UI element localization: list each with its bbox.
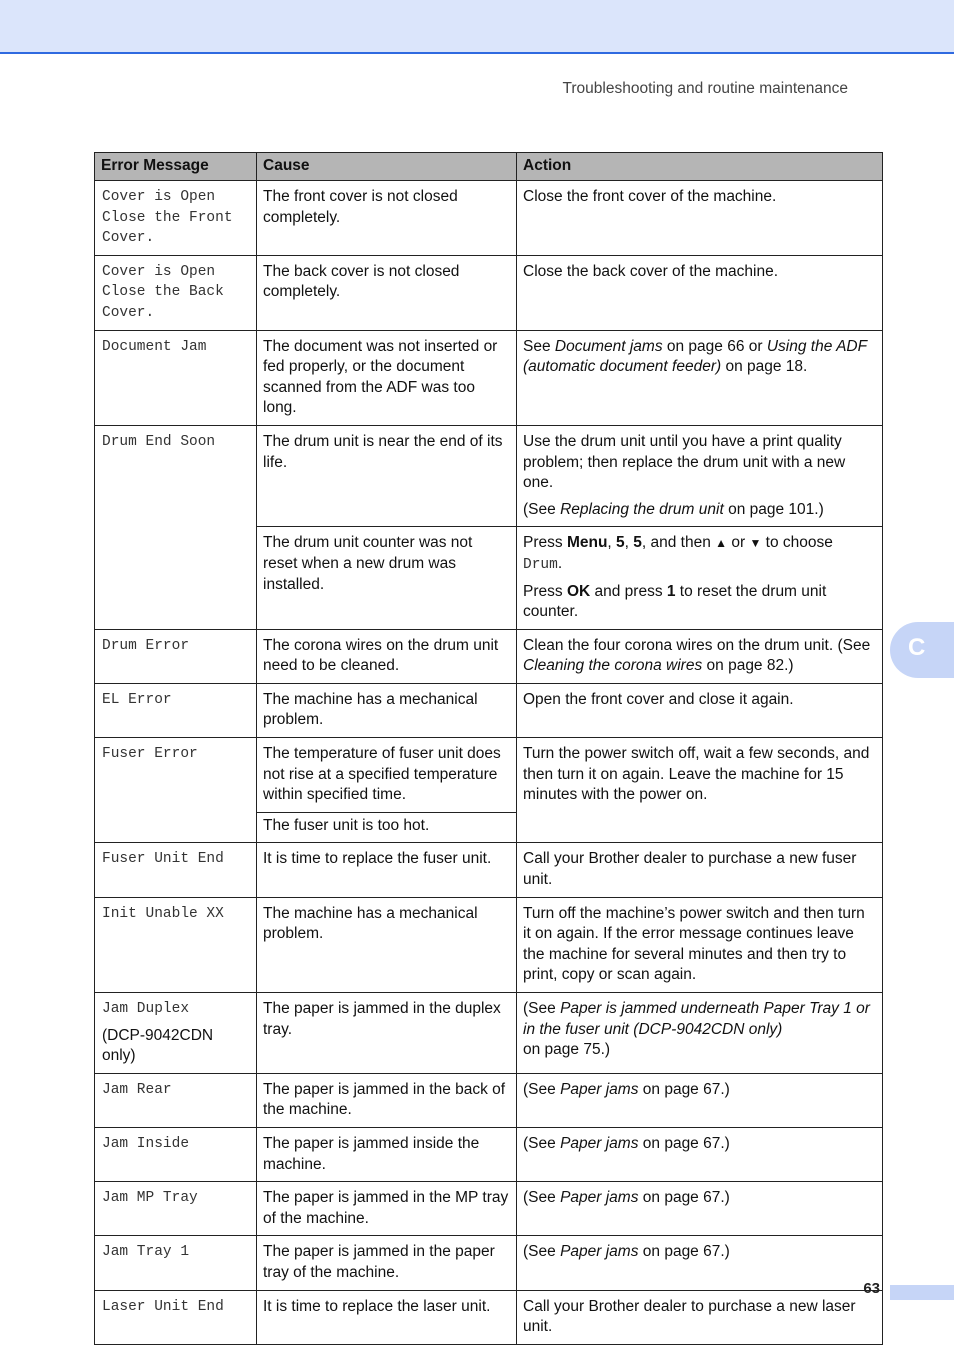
cause: The paper is jammed in the paper tray of the machine.	[257, 1236, 517, 1290]
error-message-text: Cover is Open Close the Front Cover.	[102, 189, 233, 247]
action-text: on page 67.)	[638, 1134, 730, 1152]
column-header-error-message: Error Message	[95, 153, 257, 181]
action	[517, 1182, 883, 1236]
model-note: (DCP-9042CDN only)	[102, 1026, 214, 1065]
table-row	[95, 738, 883, 813]
action: Close the back cover of the machine.	[517, 255, 883, 330]
error-message: Jam MP Tray	[95, 1182, 257, 1236]
action-text: to reset the drum unit counter.	[523, 582, 827, 621]
error-message-text: Jam Duplex	[102, 1001, 190, 1017]
action-text: (See	[523, 1000, 561, 1017]
action-text: See	[523, 337, 555, 355]
table-row	[95, 1127, 883, 1181]
key-5: 5	[616, 534, 625, 552]
action-text: on page 66 or	[662, 337, 767, 355]
action-text: Press	[523, 534, 567, 552]
action-text: (See	[523, 1243, 561, 1261]
table-row	[95, 255, 883, 330]
action: Open the front cover and close it again.	[517, 683, 883, 737]
cause: The paper is jammed inside the machine.	[257, 1127, 517, 1181]
replacing-drum-reference[interactable]: Replacing the drum unit	[560, 500, 724, 518]
table-row	[95, 1236, 883, 1290]
table-row	[95, 993, 883, 1074]
action-text: to choose	[761, 534, 833, 552]
action	[517, 993, 883, 1074]
key-5: 5	[633, 534, 642, 552]
paper-jams-reference[interactable]: Paper jams	[560, 1189, 639, 1207]
action-text: and press	[590, 582, 667, 600]
action: Call your Brother dealer to purchase a new laser unit.	[517, 1290, 883, 1344]
action	[517, 330, 883, 425]
drum-option: Drum	[523, 556, 558, 573]
cause: The paper is jammed in the back of the machine.	[257, 1073, 517, 1127]
action-text: (See	[523, 500, 561, 518]
action-text: on page 75.)	[523, 1041, 611, 1059]
action-text: Press	[523, 582, 567, 600]
cause: It is time to replace the laser unit.	[257, 1290, 517, 1344]
page-number-bar	[890, 1285, 954, 1300]
paper-jams-reference[interactable]: Paper jams	[560, 1134, 639, 1152]
paper-jams-reference[interactable]: Paper jams	[560, 1080, 639, 1098]
error-message: Fuser Error	[95, 738, 257, 843]
action	[517, 1073, 883, 1127]
action-text: on page 101.)	[723, 500, 824, 518]
table-header-row	[95, 153, 883, 181]
cause: The machine has a mechanical problem.	[257, 897, 517, 992]
down-arrow-icon: ▼	[749, 536, 762, 551]
action: Call your Brother dealer to purchase a new fuser unit.	[517, 843, 883, 897]
error-message: Document Jam	[95, 330, 257, 425]
table-row	[95, 425, 883, 526]
up-arrow-icon: ▲	[715, 536, 728, 551]
cause: The temperature of fuser unit does not rise at a specified temperature within specified time.	[257, 738, 517, 813]
key-1: 1	[666, 582, 676, 600]
running-header: Troubleshooting and routine maintenance	[562, 80, 848, 97]
action	[517, 425, 883, 526]
action	[517, 629, 883, 683]
cause: The corona wires on the drum unit need to be cleaned.	[257, 629, 517, 683]
page-number: 63	[863, 1280, 880, 1297]
error-message: EL Error	[95, 683, 257, 737]
action-text: on page 67.)	[638, 1080, 730, 1098]
table-row	[95, 843, 883, 897]
paper-jams-reference[interactable]: Paper jams	[560, 1243, 639, 1261]
using-adf-reference[interactable]: Using the ADF (automatic document feeder)	[523, 337, 867, 376]
table-row	[95, 629, 883, 683]
action-text: (See	[523, 1134, 561, 1152]
action-text: Use the drum unit until you have a print quality problem; then replace the drum unit with a new one.	[523, 432, 846, 492]
error-message	[95, 181, 257, 256]
cause: The document was not inserted or fed properly, or the document scanned from the ADF was too long.	[257, 330, 517, 425]
cleaning-corona-reference[interactable]: Cleaning the corona wires	[523, 657, 703, 675]
action-text: .	[557, 554, 563, 572]
error-message: Drum End Soon	[95, 425, 257, 629]
cause: The machine has a mechanical problem.	[257, 683, 517, 737]
error-message-text: Cover is Open Close the Back Cover.	[102, 263, 224, 321]
error-message: Drum Error	[95, 629, 257, 683]
action: Turn the power switch off, wait a few seconds, and then turn it on again. Leave the machine for 15 minutes with the power on.	[517, 738, 883, 843]
chapter-tab[interactable]	[890, 622, 954, 678]
action	[517, 527, 883, 629]
action-text: (See	[523, 1080, 561, 1098]
error-message	[95, 993, 257, 1074]
cause: The fuser unit is too hot.	[257, 812, 517, 843]
cause: The front cover is not closed completely.	[257, 181, 517, 256]
cause: It is time to replace the fuser unit.	[257, 843, 517, 897]
top-header-band	[0, 0, 954, 54]
action: Close the front cover of the machine.	[517, 181, 883, 256]
table-row	[95, 330, 883, 425]
error-message: Jam Tray 1	[95, 1236, 257, 1290]
error-message-table	[94, 152, 883, 1345]
action-text: on page 82.)	[702, 657, 794, 675]
error-message: Jam Inside	[95, 1127, 257, 1181]
cause: The drum unit counter was not reset when a new drum was installed.	[257, 527, 517, 629]
error-message: Laser Unit End	[95, 1290, 257, 1344]
error-message: Fuser Unit End	[95, 843, 257, 897]
action-text: or	[727, 534, 750, 552]
action-text: on page 67.)	[638, 1243, 730, 1261]
action-text: on page 18.	[721, 358, 808, 376]
action-text: ,	[607, 534, 617, 552]
error-message: Jam Rear	[95, 1073, 257, 1127]
table-row	[95, 1073, 883, 1127]
action-text: Clean the four corona wires on the drum unit. (See	[523, 636, 871, 654]
table-row	[95, 1182, 883, 1236]
action: Turn off the machine’s power switch and then turn it on again. If the error message continues leave the machine for several minutes and then try to print, copy or scan again.	[517, 897, 883, 992]
action-text: (See	[523, 1189, 561, 1207]
ok-key: OK	[566, 582, 591, 600]
paper-jammed-underneath-reference[interactable]: Paper is jammed underneath Paper Tray 1 or in the fuser unit (DCP-9042CDN only)	[523, 1000, 870, 1038]
action-text: ,	[624, 534, 634, 552]
error-message	[95, 255, 257, 330]
table-row	[95, 1290, 883, 1344]
column-header-action: Action	[517, 153, 883, 181]
action	[517, 1127, 883, 1181]
table-row	[95, 897, 883, 992]
action-text: , and then	[641, 534, 716, 552]
action	[517, 1236, 883, 1290]
table-row	[95, 181, 883, 256]
cause: The back cover is not closed completely.	[257, 255, 517, 330]
table-row	[95, 683, 883, 737]
error-message: Init Unable XX	[95, 897, 257, 992]
menu-key: Menu	[566, 534, 608, 552]
cause: The drum unit is near the end of its life.	[257, 425, 517, 526]
action-text: on page 67.)	[638, 1189, 730, 1207]
chapter-tab-letter: C	[908, 634, 926, 661]
column-header-cause: Cause	[257, 153, 517, 181]
doc-jams-reference[interactable]: Document jams	[554, 337, 663, 355]
cause: The paper is jammed in the MP tray of the machine.	[257, 1182, 517, 1236]
cause: The paper is jammed in the duplex tray.	[257, 993, 517, 1074]
